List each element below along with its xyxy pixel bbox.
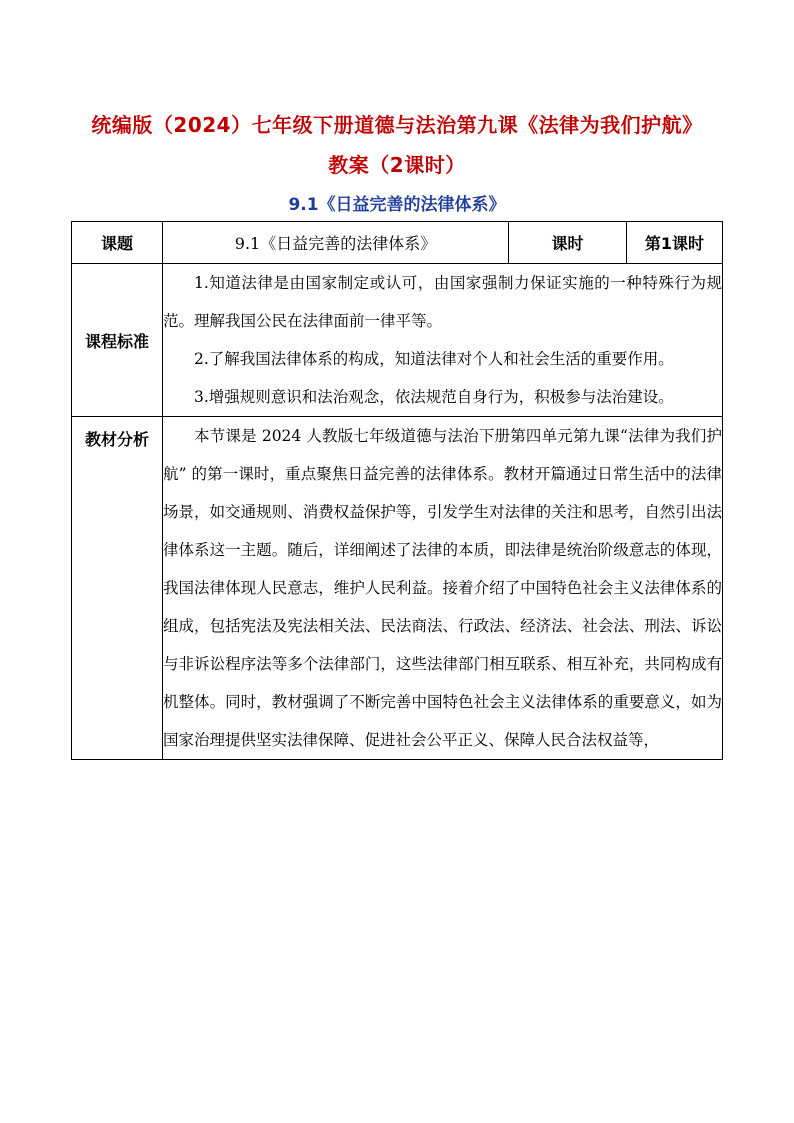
analysis-label: 教材分析 bbox=[72, 417, 163, 760]
document-title-line1: 统编版（2024）七年级下册道德与法治第九课《法律为我们护航》 bbox=[91, 113, 703, 137]
topic-label: 课题 bbox=[72, 222, 163, 264]
table-row-standards bbox=[72, 264, 723, 417]
standards-item-3: 3.增强规则意识和法治观念，依法规范自身行为，积极参与法治建设。 bbox=[194, 388, 674, 406]
analysis-content bbox=[163, 417, 723, 760]
table-row-analysis bbox=[72, 417, 723, 760]
standards-item-2: 2.了解我国法律体系的构成，知道法律对个人和社会生活的重要作用。 bbox=[194, 350, 674, 368]
table-row-header bbox=[72, 222, 723, 264]
document-subtitle: 9.1《日益完善的法律体系》 bbox=[288, 195, 506, 215]
analysis-text: 本节课是 2024 人教版七年级道德与法治下册第四单元第九课“法律为我们护航” 的第一课时，重点聚焦日益完善的法律体系。教材开篇通过日常生活中的法律场景，如交通规则、消费权益保护等，引发学生对法律的关注和思考，自然引出法律体系这一主题。随后，详细阐述了法律的本质，即法律是统治阶级意志的体现，我国法律体现人民意志，维护人民利益。接着介绍了中国特色社会主义法律体系的组成，包括宪法及宪法相关法、民法商法、行政法、经济法、社会法、刑法、诉讼与非诉讼程序法等多个法律部门，这些法律部门相互联系、相互补充，共同构成有机整体。同时，教材强调了不断完善中国特色社会主义法律体系的重要意义，如为国家治理提供坚实法律保障、促进社会公平正义、保障人民合法权益等， bbox=[163, 427, 722, 749]
document-title-line2: 教案（2课时） bbox=[328, 153, 466, 177]
period-value: 第1课时 bbox=[627, 222, 723, 264]
lesson-plan-table bbox=[71, 221, 723, 760]
standards-content bbox=[163, 264, 723, 417]
standards-item-1: 1.知道法律是由国家制定或认可，由国家强制力保证实施的一种特殊行为规范。理解我国公民在法律面前一律平等。 bbox=[163, 274, 722, 330]
topic-value: 9.1《日益完善的法律体系》 bbox=[163, 222, 509, 264]
standards-label: 课程标准 bbox=[72, 264, 163, 417]
period-label: 课时 bbox=[509, 222, 627, 264]
